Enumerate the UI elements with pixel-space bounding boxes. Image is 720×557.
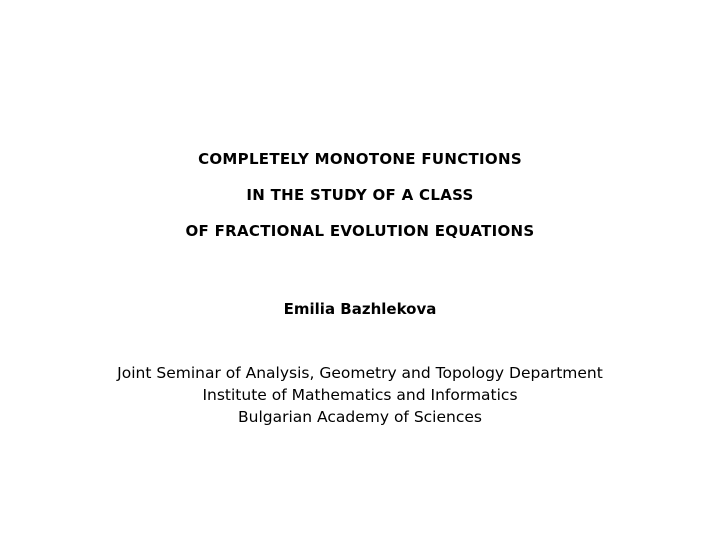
affiliation-line-2: Institute of Mathematics and Informatics: [202, 386, 518, 404]
affiliation-line-1: Joint Seminar of Analysis, Geometry and Topology Department: [117, 364, 603, 382]
affiliation: [0, 362, 720, 428]
title-line-3: OF FRACTIONAL EVOLUTION EQUATIONS: [185, 222, 535, 240]
author-name: Emilia Bazhlekova: [283, 300, 437, 318]
title-line-2: IN THE STUDY OF A CLASS: [246, 186, 474, 204]
title-line-1: COMPLETELY MONOTONE FUNCTIONS: [198, 150, 522, 168]
presentation-title: [0, 148, 720, 256]
affiliation-line-3: Bulgarian Academy of Sciences: [238, 408, 482, 426]
